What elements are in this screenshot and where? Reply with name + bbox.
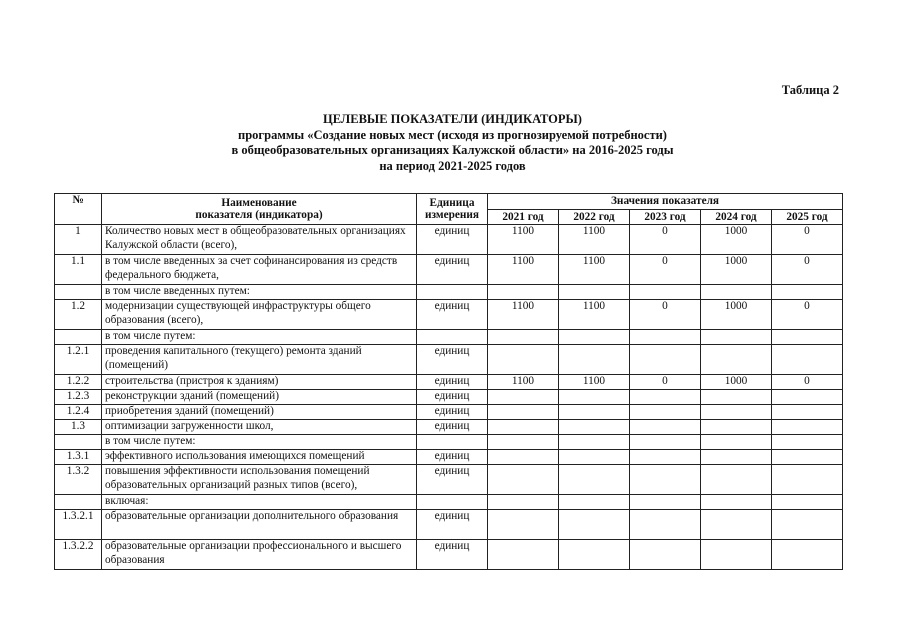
- indicator-value: [701, 495, 772, 510]
- indicator-value: [701, 285, 772, 300]
- indicator-value: 1100: [488, 225, 559, 255]
- indicator-value: [701, 405, 772, 420]
- header-unit-line1: Единица: [429, 196, 475, 209]
- unit-of-measure: единиц: [417, 465, 488, 495]
- indicator-value: [630, 450, 701, 465]
- row-number: 1.2: [55, 300, 102, 330]
- indicator-value: 0: [630, 255, 701, 285]
- row-number: 1.2.3: [55, 390, 102, 405]
- indicator-value: [772, 495, 843, 510]
- indicator-value: [630, 285, 701, 300]
- table-subheader-row: [55, 495, 843, 510]
- indicator-name: реконструкции зданий (помещений): [102, 390, 417, 405]
- indicator-value: 0: [630, 225, 701, 255]
- indicator-value: 1100: [559, 300, 630, 330]
- table-number-label: Таблица 2: [781, 83, 839, 97]
- indicator-value: [772, 330, 843, 345]
- indicator-value: [701, 465, 772, 495]
- indicator-value: [488, 465, 559, 495]
- row-number: 1.3.2: [55, 465, 102, 495]
- indicator-value: 1100: [559, 255, 630, 285]
- title-line: на период 2021-2025 годов: [379, 158, 526, 173]
- row-number: 1.1: [55, 255, 102, 285]
- indicator-value: [630, 405, 701, 420]
- indicator-name: включая:: [102, 495, 417, 510]
- document-title: [0, 112, 905, 174]
- unit-of-measure: единиц: [417, 345, 488, 375]
- unit-of-measure: единиц: [417, 255, 488, 285]
- header-year: 2025 год: [772, 210, 843, 225]
- indicator-name: проведения капитального (текущего) ремонта зданий (помещений): [102, 345, 417, 375]
- unit-of-measure: единиц: [417, 450, 488, 465]
- unit-of-measure: единиц: [417, 390, 488, 405]
- header-num: №: [55, 194, 102, 225]
- table-row: [55, 390, 843, 405]
- unit-of-measure: единиц: [417, 225, 488, 255]
- indicator-value: [559, 495, 630, 510]
- indicator-value: [701, 540, 772, 570]
- row-number: 1.2.2: [55, 375, 102, 390]
- indicator-value: [630, 420, 701, 435]
- title-line: в общеобразовательных организациях Калужской области» на 2016-2025 годы: [231, 143, 674, 157]
- indicator-value: [630, 435, 701, 450]
- indicator-value: 0: [772, 225, 843, 255]
- table-row: [55, 420, 843, 435]
- header-year: 2024 год: [701, 210, 772, 225]
- table-subheader-row: [55, 330, 843, 345]
- indicator-name: образовательные организации профессионального и высшего образования: [102, 540, 417, 570]
- table-row: [55, 450, 843, 465]
- indicator-value: [488, 390, 559, 405]
- indicator-value: [559, 540, 630, 570]
- table-row: [55, 225, 843, 255]
- indicator-value: [488, 330, 559, 345]
- row-number: 1: [55, 225, 102, 255]
- row-number: 1.3.2.1: [55, 510, 102, 540]
- row-number: 1.3.1: [55, 450, 102, 465]
- row-number: 1.3.2.2: [55, 540, 102, 570]
- indicator-value: [559, 330, 630, 345]
- indicator-value: [701, 345, 772, 375]
- indicator-value: [630, 510, 701, 540]
- indicator-value: [488, 285, 559, 300]
- indicator-value: [488, 450, 559, 465]
- row-number: 1.2.1: [55, 345, 102, 375]
- table-row: [55, 405, 843, 420]
- indicator-value: [772, 420, 843, 435]
- indicator-value: [630, 465, 701, 495]
- indicator-name: в том числе путем:: [102, 435, 417, 450]
- indicator-value: 1000: [701, 300, 772, 330]
- table-row: [55, 345, 843, 375]
- table-body: [55, 225, 843, 570]
- indicator-value: [488, 420, 559, 435]
- indicator-value: [559, 390, 630, 405]
- indicator-value: 0: [630, 375, 701, 390]
- indicator-name: модернизации существующей инфраструктуры общего образования (всего),: [102, 300, 417, 330]
- indicator-value: [772, 540, 843, 570]
- indicator-value: [630, 495, 701, 510]
- indicator-value: [488, 540, 559, 570]
- indicator-value: [772, 450, 843, 465]
- unit-of-measure: [417, 495, 488, 510]
- indicator-value: [559, 465, 630, 495]
- indicator-value: [772, 390, 843, 405]
- unit-of-measure: [417, 330, 488, 345]
- indicator-value: 1100: [559, 375, 630, 390]
- indicator-value: 0: [772, 255, 843, 285]
- row-number: [55, 495, 102, 510]
- indicator-value: [488, 510, 559, 540]
- table-subheader-row: [55, 435, 843, 450]
- indicator-value: [630, 345, 701, 375]
- indicator-name: в том числе введенных путем:: [102, 285, 417, 300]
- indicator-value: [701, 420, 772, 435]
- indicators-table: [54, 193, 843, 570]
- indicator-name: в том числе введенных за счет софинансирования из средств федерального бюджета,: [102, 255, 417, 285]
- indicator-value: [488, 345, 559, 375]
- indicator-value: [701, 330, 772, 345]
- indicator-value: [559, 345, 630, 375]
- indicator-value: 1100: [488, 300, 559, 330]
- indicator-value: 0: [630, 300, 701, 330]
- header-values-group: Значения показателя: [488, 194, 843, 210]
- header-year: 2023 год: [630, 210, 701, 225]
- row-number: 1.3: [55, 420, 102, 435]
- indicator-name: Количество новых мест в общеобразовательных организациях Калужской области (всего),: [102, 225, 417, 255]
- indicator-value: [772, 345, 843, 375]
- indicator-value: 0: [772, 300, 843, 330]
- header-name: [102, 194, 417, 225]
- indicator-value: 1100: [488, 375, 559, 390]
- table-row: [55, 255, 843, 285]
- indicator-value: [701, 435, 772, 450]
- table-row: [55, 465, 843, 495]
- indicator-value: [772, 285, 843, 300]
- header-unit: [417, 194, 488, 225]
- table-row: [55, 540, 843, 570]
- indicator-name: образовательные организации дополнительного образования: [102, 510, 417, 540]
- indicator-value: 1000: [701, 375, 772, 390]
- indicator-value: [559, 285, 630, 300]
- indicator-value: 0: [772, 375, 843, 390]
- indicator-value: [701, 510, 772, 540]
- header-unit-line2: измерения: [424, 209, 480, 221]
- indicator-value: [630, 540, 701, 570]
- unit-of-measure: единиц: [417, 420, 488, 435]
- unit-of-measure: единиц: [417, 405, 488, 420]
- table-row: [55, 510, 843, 540]
- indicator-value: [772, 465, 843, 495]
- row-number: 1.2.4: [55, 405, 102, 420]
- title-line: ЦЕЛЕВЫЕ ПОКАЗАТЕЛИ (ИНДИКАТОРЫ): [323, 112, 582, 126]
- row-number: [55, 435, 102, 450]
- indicator-value: [488, 435, 559, 450]
- table-subheader-row: [55, 285, 843, 300]
- indicator-value: [559, 510, 630, 540]
- indicator-value: 1000: [701, 255, 772, 285]
- indicator-value: [630, 330, 701, 345]
- indicator-value: [559, 450, 630, 465]
- indicator-value: 1100: [559, 225, 630, 255]
- indicator-value: [630, 390, 701, 405]
- table-row: [55, 375, 843, 390]
- indicator-name: приобретения зданий (помещений): [102, 405, 417, 420]
- header-name-line1: Наименование: [221, 196, 297, 209]
- indicator-value: [701, 450, 772, 465]
- row-number: [55, 285, 102, 300]
- row-number: [55, 330, 102, 345]
- indicator-value: [488, 495, 559, 510]
- unit-of-measure: единиц: [417, 540, 488, 570]
- indicator-value: 1000: [701, 225, 772, 255]
- indicator-value: [559, 435, 630, 450]
- indicator-name: эффективного использования имеющихся помещений: [102, 450, 417, 465]
- table-row: [55, 300, 843, 330]
- unit-of-measure: [417, 285, 488, 300]
- unit-of-measure: единиц: [417, 510, 488, 540]
- title-line: программы «Создание новых мест (исходя из прогнозируемой потребности): [238, 127, 667, 142]
- indicator-value: [772, 435, 843, 450]
- indicator-value: [772, 405, 843, 420]
- unit-of-measure: единиц: [417, 375, 488, 390]
- indicator-value: [772, 510, 843, 540]
- indicator-name: повышения эффективности использования помещений образовательных организаций разных типов (всего),: [102, 465, 417, 495]
- indicator-name: оптимизации загруженности школ,: [102, 420, 417, 435]
- header-year: 2022 год: [559, 210, 630, 225]
- header-year: 2021 год: [488, 210, 559, 225]
- header-name-line2: показателя (индикатора): [195, 209, 323, 221]
- indicator-value: [701, 390, 772, 405]
- indicator-value: [559, 405, 630, 420]
- indicator-value: [488, 405, 559, 420]
- indicator-value: 1100: [488, 255, 559, 285]
- unit-of-measure: единиц: [417, 300, 488, 330]
- indicator-name: в том числе путем:: [102, 330, 417, 345]
- indicator-name: строительства (пристроя к зданиям): [102, 375, 417, 390]
- indicator-value: [559, 420, 630, 435]
- unit-of-measure: [417, 435, 488, 450]
